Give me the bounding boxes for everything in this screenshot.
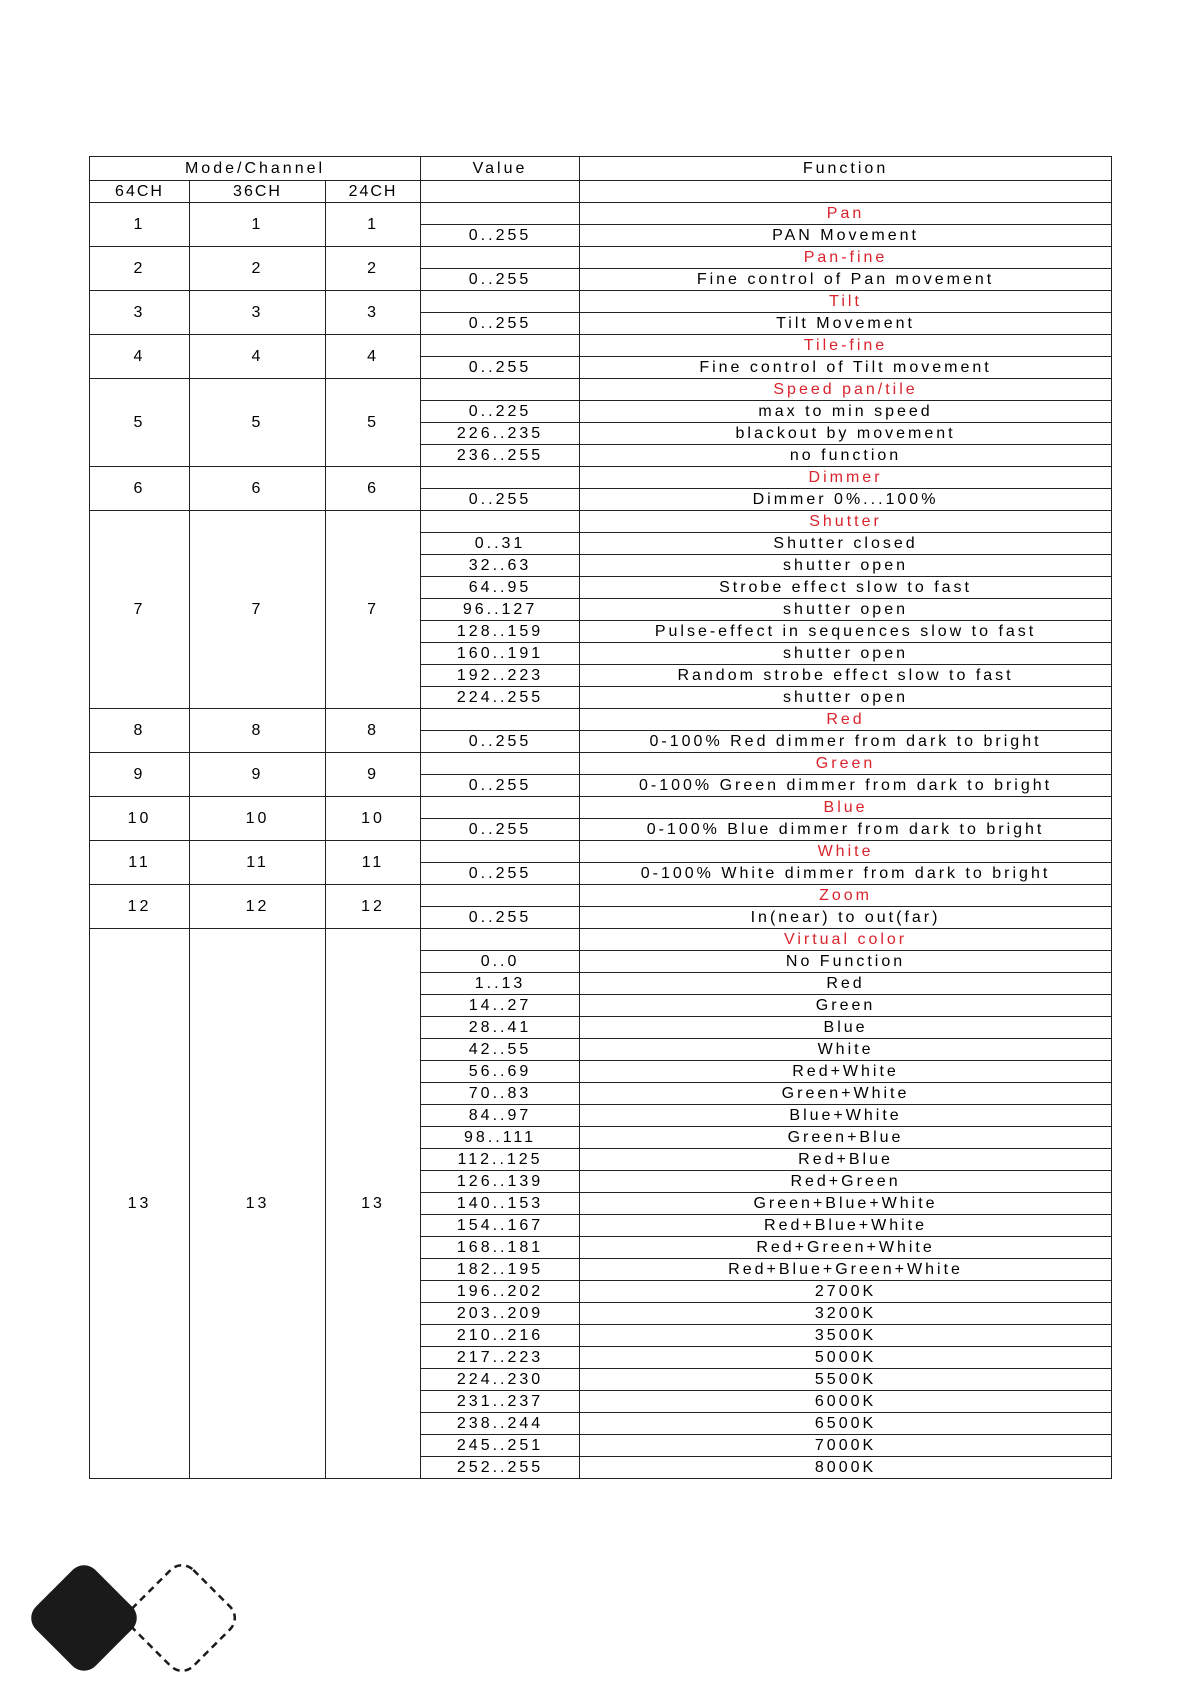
value-blank-cell — [421, 203, 580, 225]
value-blank-cell — [421, 335, 580, 357]
channel-number-24ch: 2 — [326, 247, 421, 291]
function-cell: No Function — [580, 951, 1112, 973]
channel-number-64ch: 11 — [90, 841, 190, 885]
value-range-cell: 0..31 — [421, 533, 580, 555]
channel-title-row — [90, 797, 1112, 819]
channel-title-row — [90, 379, 1112, 401]
channel-title-row — [90, 841, 1112, 863]
function-cell: shutter open — [580, 687, 1112, 709]
value-range-cell: 98..111 — [421, 1127, 580, 1149]
function-cell: Fine control of Tilt movement — [580, 357, 1112, 379]
value-range-cell: 224..230 — [421, 1369, 580, 1391]
function-cell: In(near) to out(far) — [580, 907, 1112, 929]
value-blank-cell — [421, 885, 580, 907]
function-title: Red — [580, 709, 1112, 731]
function-cell: 0-100% Green dimmer from dark to bright — [580, 775, 1112, 797]
value-range-cell: 0..255 — [421, 225, 580, 247]
value-blank-cell — [421, 841, 580, 863]
function-cell: White — [580, 1039, 1112, 1061]
function-cell: Red — [580, 973, 1112, 995]
function-cell: 3500K — [580, 1325, 1112, 1347]
channel-number-36ch: 7 — [190, 511, 326, 709]
function-cell: shutter open — [580, 599, 1112, 621]
function-title: Tile-fine — [580, 335, 1112, 357]
function-title: Shutter — [580, 511, 1112, 533]
function-cell: shutter open — [580, 643, 1112, 665]
function-cell: Red+White — [580, 1061, 1112, 1083]
channel-number-36ch: 3 — [190, 291, 326, 335]
function-cell: Blue — [580, 1017, 1112, 1039]
value-range-cell: 0..255 — [421, 863, 580, 885]
value-range-cell: 203..209 — [421, 1303, 580, 1325]
function-cell: 6000K — [580, 1391, 1112, 1413]
value-blank-cell — [421, 929, 580, 951]
channel-number-64ch: 7 — [90, 511, 190, 709]
value-range-cell: 64..95 — [421, 577, 580, 599]
mode-header-row — [90, 181, 1112, 203]
function-title: Zoom — [580, 885, 1112, 907]
channel-number-24ch: 9 — [326, 753, 421, 797]
dmx-channel-table — [89, 156, 1112, 1479]
function-cell: no function — [580, 445, 1112, 467]
value-header-blank — [421, 181, 580, 203]
channel-number-24ch: 1 — [326, 203, 421, 247]
value-range-cell: 0..255 — [421, 269, 580, 291]
value-range-cell: 56..69 — [421, 1061, 580, 1083]
value-range-cell: 245..251 — [421, 1435, 580, 1457]
channel-number-24ch: 4 — [326, 335, 421, 379]
function-cell: 2700K — [580, 1281, 1112, 1303]
function-cell: Green+Blue — [580, 1127, 1112, 1149]
function-title: Pan-fine — [580, 247, 1112, 269]
value-range-cell: 154..167 — [421, 1215, 580, 1237]
function-cell: Red+Blue+Green+White — [580, 1259, 1112, 1281]
channel-number-64ch: 10 — [90, 797, 190, 841]
channel-number-64ch: 1 — [90, 203, 190, 247]
channel-number-24ch: 10 — [326, 797, 421, 841]
value-range-cell: 126..139 — [421, 1171, 580, 1193]
function-header: Function — [580, 157, 1112, 181]
channel-title-row — [90, 335, 1112, 357]
value-range-cell: 0..255 — [421, 357, 580, 379]
value-range-cell: 236..255 — [421, 445, 580, 467]
function-cell: Green — [580, 995, 1112, 1017]
channel-number-24ch: 7 — [326, 511, 421, 709]
mode-channel-header: Mode/Channel — [90, 157, 421, 181]
function-cell: 0-100% Blue dimmer from dark to bright — [580, 819, 1112, 841]
function-title: White — [580, 841, 1112, 863]
function-cell: 5000K — [580, 1347, 1112, 1369]
value-range-cell: 0..255 — [421, 907, 580, 929]
function-cell: Fine control of Pan movement — [580, 269, 1112, 291]
channel-number-64ch: 5 — [90, 379, 190, 467]
function-cell: 3200K — [580, 1303, 1112, 1325]
channel-number-24ch: 6 — [326, 467, 421, 511]
function-cell: blackout by movement — [580, 423, 1112, 445]
function-header-blank — [580, 181, 1112, 203]
channel-title-row — [90, 709, 1112, 731]
function-cell: 8000K — [580, 1457, 1112, 1479]
value-range-cell: 42..55 — [421, 1039, 580, 1061]
function-cell: Red+Green — [580, 1171, 1112, 1193]
mode-24ch-header: 24CH — [326, 181, 421, 203]
value-blank-cell — [421, 291, 580, 313]
value-range-cell: 238..244 — [421, 1413, 580, 1435]
channel-title-row — [90, 467, 1112, 489]
channel-number-24ch: 11 — [326, 841, 421, 885]
value-range-cell: 0..255 — [421, 775, 580, 797]
header-row — [90, 157, 1112, 181]
channel-number-36ch: 4 — [190, 335, 326, 379]
channel-number-36ch: 1 — [190, 203, 326, 247]
function-cell: 0-100% Red dimmer from dark to bright — [580, 731, 1112, 753]
value-range-cell: 0..0 — [421, 951, 580, 973]
function-cell: Red+Green+White — [580, 1237, 1112, 1259]
value-range-cell: 140..153 — [421, 1193, 580, 1215]
channel-title-row — [90, 247, 1112, 269]
value-range-cell: 14..27 — [421, 995, 580, 1017]
value-blank-cell — [421, 379, 580, 401]
function-cell: Strobe effect slow to fast — [580, 577, 1112, 599]
value-range-cell: 0..255 — [421, 819, 580, 841]
function-cell: 5500K — [580, 1369, 1112, 1391]
channel-number-36ch: 12 — [190, 885, 326, 929]
function-title: Speed pan/tile — [580, 379, 1112, 401]
value-range-cell: 0..255 — [421, 489, 580, 511]
value-range-cell: 0..225 — [421, 401, 580, 423]
function-title: Blue — [580, 797, 1112, 819]
value-range-cell: 196..202 — [421, 1281, 580, 1303]
value-range-cell: 128..159 — [421, 621, 580, 643]
channel-number-64ch: 6 — [90, 467, 190, 511]
value-blank-cell — [421, 709, 580, 731]
function-title: Dimmer — [580, 467, 1112, 489]
value-range-cell: 70..83 — [421, 1083, 580, 1105]
channel-number-36ch: 13 — [190, 929, 326, 1479]
value-range-cell: 210..216 — [421, 1325, 580, 1347]
function-cell: Pulse-effect in sequences slow to fast — [580, 621, 1112, 643]
value-range-cell: 182..195 — [421, 1259, 580, 1281]
value-range-cell: 96..127 — [421, 599, 580, 621]
function-cell: Green+White — [580, 1083, 1112, 1105]
value-range-cell: 84..97 — [421, 1105, 580, 1127]
value-range-cell: 32..63 — [421, 555, 580, 577]
channel-title-row — [90, 753, 1112, 775]
channel-title-row — [90, 885, 1112, 907]
function-cell: Green+Blue+White — [580, 1193, 1112, 1215]
value-range-cell: 224..255 — [421, 687, 580, 709]
value-range-cell: 168..181 — [421, 1237, 580, 1259]
value-blank-cell — [421, 511, 580, 533]
value-range-cell: 217..223 — [421, 1347, 580, 1369]
channel-number-24ch: 12 — [326, 885, 421, 929]
value-blank-cell — [421, 247, 580, 269]
function-cell: 7000K — [580, 1435, 1112, 1457]
channel-number-24ch: 5 — [326, 379, 421, 467]
channel-number-24ch: 8 — [326, 709, 421, 753]
diamond-logo-icon — [28, 1554, 248, 1684]
value-range-cell: 192..223 — [421, 665, 580, 687]
channel-number-64ch: 9 — [90, 753, 190, 797]
function-cell: 6500K — [580, 1413, 1112, 1435]
channel-title-row — [90, 291, 1112, 313]
function-title: Pan — [580, 203, 1112, 225]
function-cell: PAN Movement — [580, 225, 1112, 247]
channel-number-64ch: 2 — [90, 247, 190, 291]
function-cell: Red+Blue+White — [580, 1215, 1112, 1237]
value-range-cell: 1..13 — [421, 973, 580, 995]
channel-number-36ch: 8 — [190, 709, 326, 753]
channel-number-36ch: 6 — [190, 467, 326, 511]
function-title: Tilt — [580, 291, 1112, 313]
function-cell: Blue+White — [580, 1105, 1112, 1127]
function-cell: Dimmer 0%...100% — [580, 489, 1112, 511]
channel-title-row — [90, 929, 1112, 951]
channel-number-64ch: 12 — [90, 885, 190, 929]
channel-number-64ch: 8 — [90, 709, 190, 753]
function-cell: shutter open — [580, 555, 1112, 577]
channel-number-36ch: 2 — [190, 247, 326, 291]
channel-number-24ch: 3 — [326, 291, 421, 335]
value-range-cell: 252..255 — [421, 1457, 580, 1479]
channel-number-64ch: 4 — [90, 335, 190, 379]
channel-title-row — [90, 511, 1112, 533]
channel-number-36ch: 11 — [190, 841, 326, 885]
value-header: Value — [421, 157, 580, 181]
value-range-cell: 0..255 — [421, 313, 580, 335]
function-title: Virtual color — [580, 929, 1112, 951]
value-range-cell: 160..191 — [421, 643, 580, 665]
value-blank-cell — [421, 467, 580, 489]
function-cell: Tilt Movement — [580, 313, 1112, 335]
value-range-cell: 226..235 — [421, 423, 580, 445]
value-range-cell: 112..125 — [421, 1149, 580, 1171]
value-blank-cell — [421, 753, 580, 775]
channel-title-row — [90, 203, 1112, 225]
function-cell: Random strobe effect slow to fast — [580, 665, 1112, 687]
function-cell: Shutter closed — [580, 533, 1112, 555]
function-cell: max to min speed — [580, 401, 1112, 423]
function-cell: Red+Blue — [580, 1149, 1112, 1171]
value-range-cell: 28..41 — [421, 1017, 580, 1039]
mode-36ch-header: 36CH — [190, 181, 326, 203]
value-range-cell: 0..255 — [421, 731, 580, 753]
channel-number-36ch: 10 — [190, 797, 326, 841]
mode-64ch-header: 64CH — [90, 181, 190, 203]
channel-number-36ch: 9 — [190, 753, 326, 797]
function-cell: 0-100% White dimmer from dark to bright — [580, 863, 1112, 885]
function-title: Green — [580, 753, 1112, 775]
channel-number-24ch: 13 — [326, 929, 421, 1479]
value-blank-cell — [421, 797, 580, 819]
channel-number-64ch: 3 — [90, 291, 190, 335]
channel-number-64ch: 13 — [90, 929, 190, 1479]
value-range-cell: 231..237 — [421, 1391, 580, 1413]
channel-number-36ch: 5 — [190, 379, 326, 467]
